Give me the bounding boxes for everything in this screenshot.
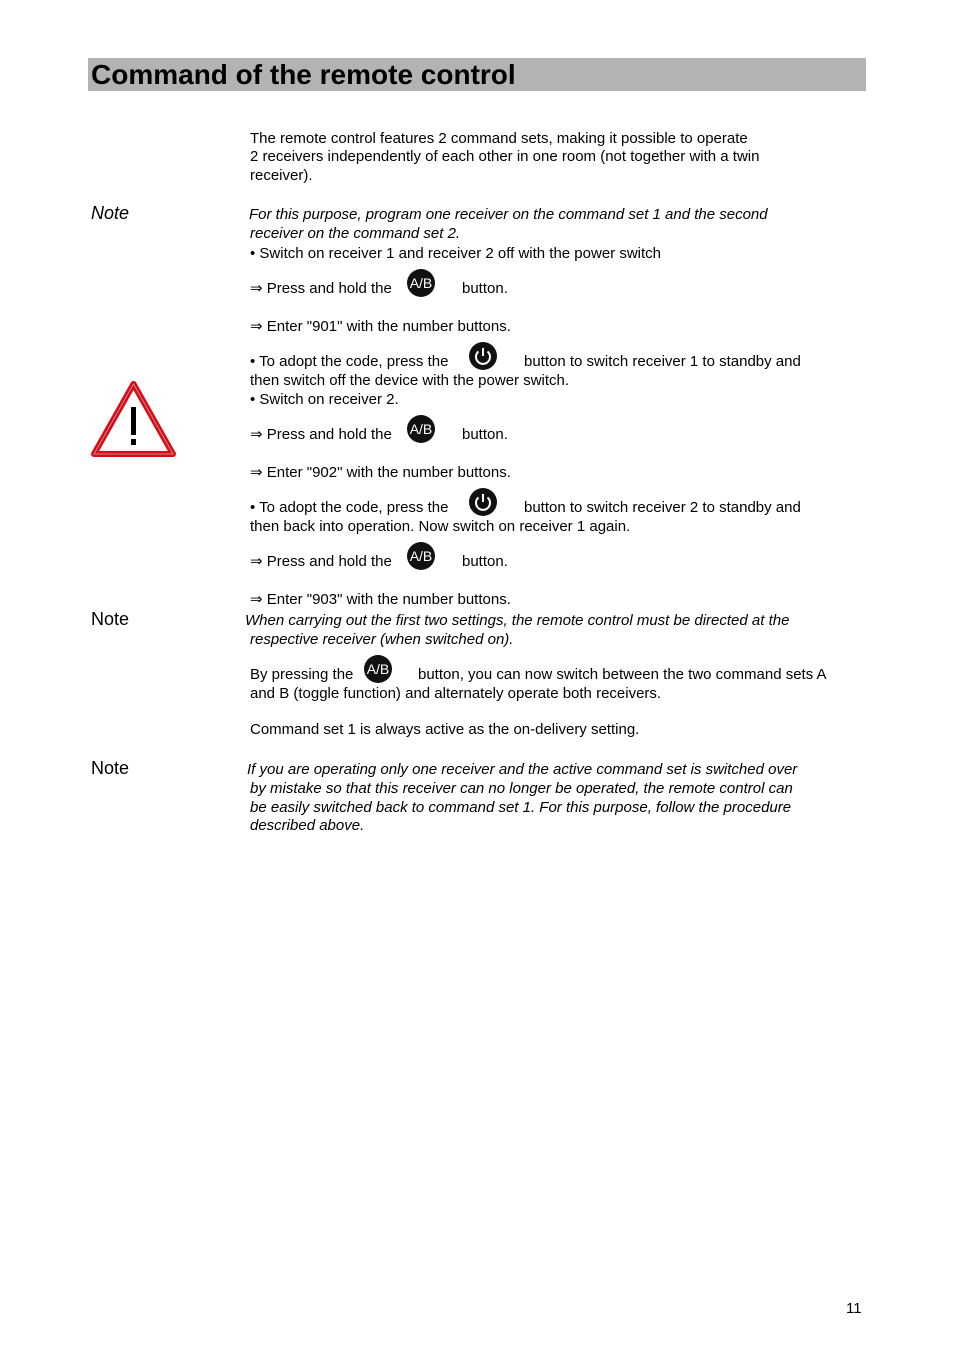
step-adopt-1-suffix: button to switch receiver 1 to standby and (524, 353, 801, 370)
note2-line-1: When carrying out the first two settings, the remote control must be directed at the (245, 612, 790, 629)
step-adopt-2: • To adopt the code, press the (250, 499, 449, 516)
svg-text:A/B: A/B (409, 275, 433, 291)
note1-line-2: receiver on the command set 2. (250, 225, 461, 242)
toggle-prefix: By pressing the (250, 666, 354, 683)
svg-text:A/B: A/B (409, 548, 433, 564)
note3-line-3: be easily switched back to command set 1. For this purpose, follow the procedure (250, 799, 792, 816)
note3-line-2: by mistake so that this receiver can no longer be operated, the remote control can (250, 780, 793, 797)
note-label-2: Note (91, 609, 130, 629)
note-label-3: Note (91, 758, 130, 778)
step-press-hold-2: ⇒ Press and hold the (250, 426, 392, 443)
intro-line-3: receiver). (250, 167, 313, 184)
note-label-1: Note (91, 203, 130, 223)
intro-line-2: 2 receivers independently of each other in one room (not together with a twin (250, 148, 760, 165)
step-adopt-2-line-2: then back into operation. Now switch on receiver 1 again. (250, 518, 631, 535)
step-press-hold-1: ⇒ Press and hold the (250, 280, 392, 297)
title-bar (88, 58, 866, 91)
step-switch-on-1: • Switch on receiver 1 and receiver 2 off with the power switch (250, 245, 661, 262)
a-b-button-icon (407, 542, 435, 570)
step-switch-on-2: • Switch on receiver 2. (250, 391, 399, 408)
step-adopt-2-suffix: button to switch receiver 2 to standby and (524, 499, 801, 516)
toggle-suffix: button, you can now switch between the two command sets A (418, 666, 827, 683)
a-b-button-icon (364, 655, 392, 683)
svg-text:A/B: A/B (409, 421, 433, 437)
page-title: Command of the remote control (91, 59, 516, 90)
svg-text:A/B: A/B (366, 661, 390, 677)
note3-line-1: If you are operating only one receiver and the active command set is switched over (247, 761, 798, 778)
step-adopt-1: • To adopt the code, press the (250, 353, 449, 370)
step-adopt-1-line-2: then switch off the device with the power switch. (250, 372, 570, 389)
step-enter-902: ⇒ Enter "902" with the number buttons. (250, 464, 511, 481)
note2-line-2: respective receiver (when switched on). (250, 631, 514, 648)
button-word-3: button. (462, 553, 508, 570)
power-button-icon (469, 488, 497, 516)
intro-line-1: The remote control features 2 command sets, making it possible to operate (250, 130, 748, 147)
step-enter-901: ⇒ Enter "901" with the number buttons. (250, 318, 511, 335)
step-press-hold-3: ⇒ Press and hold the (250, 553, 392, 570)
button-word-1: button. (462, 280, 508, 297)
toggle-line-2: and B (toggle function) and alternately operate both receivers. (250, 685, 662, 702)
power-button-icon (469, 342, 497, 370)
note1-line-1: For this purpose, program one receiver on the command set 1 and the second (249, 206, 768, 223)
a-b-button-icon (407, 269, 435, 297)
button-word-2: button. (462, 426, 508, 443)
a-b-button-icon (407, 415, 435, 443)
warning-triangle-icon (91, 381, 176, 462)
step-enter-903: ⇒ Enter "903" with the number buttons. (250, 591, 511, 608)
default-setting-text: Command set 1 is always active as the on-delivery setting. (250, 721, 640, 738)
note3-line-4: described above. (250, 817, 365, 834)
page-number: 11 (846, 1300, 862, 1317)
